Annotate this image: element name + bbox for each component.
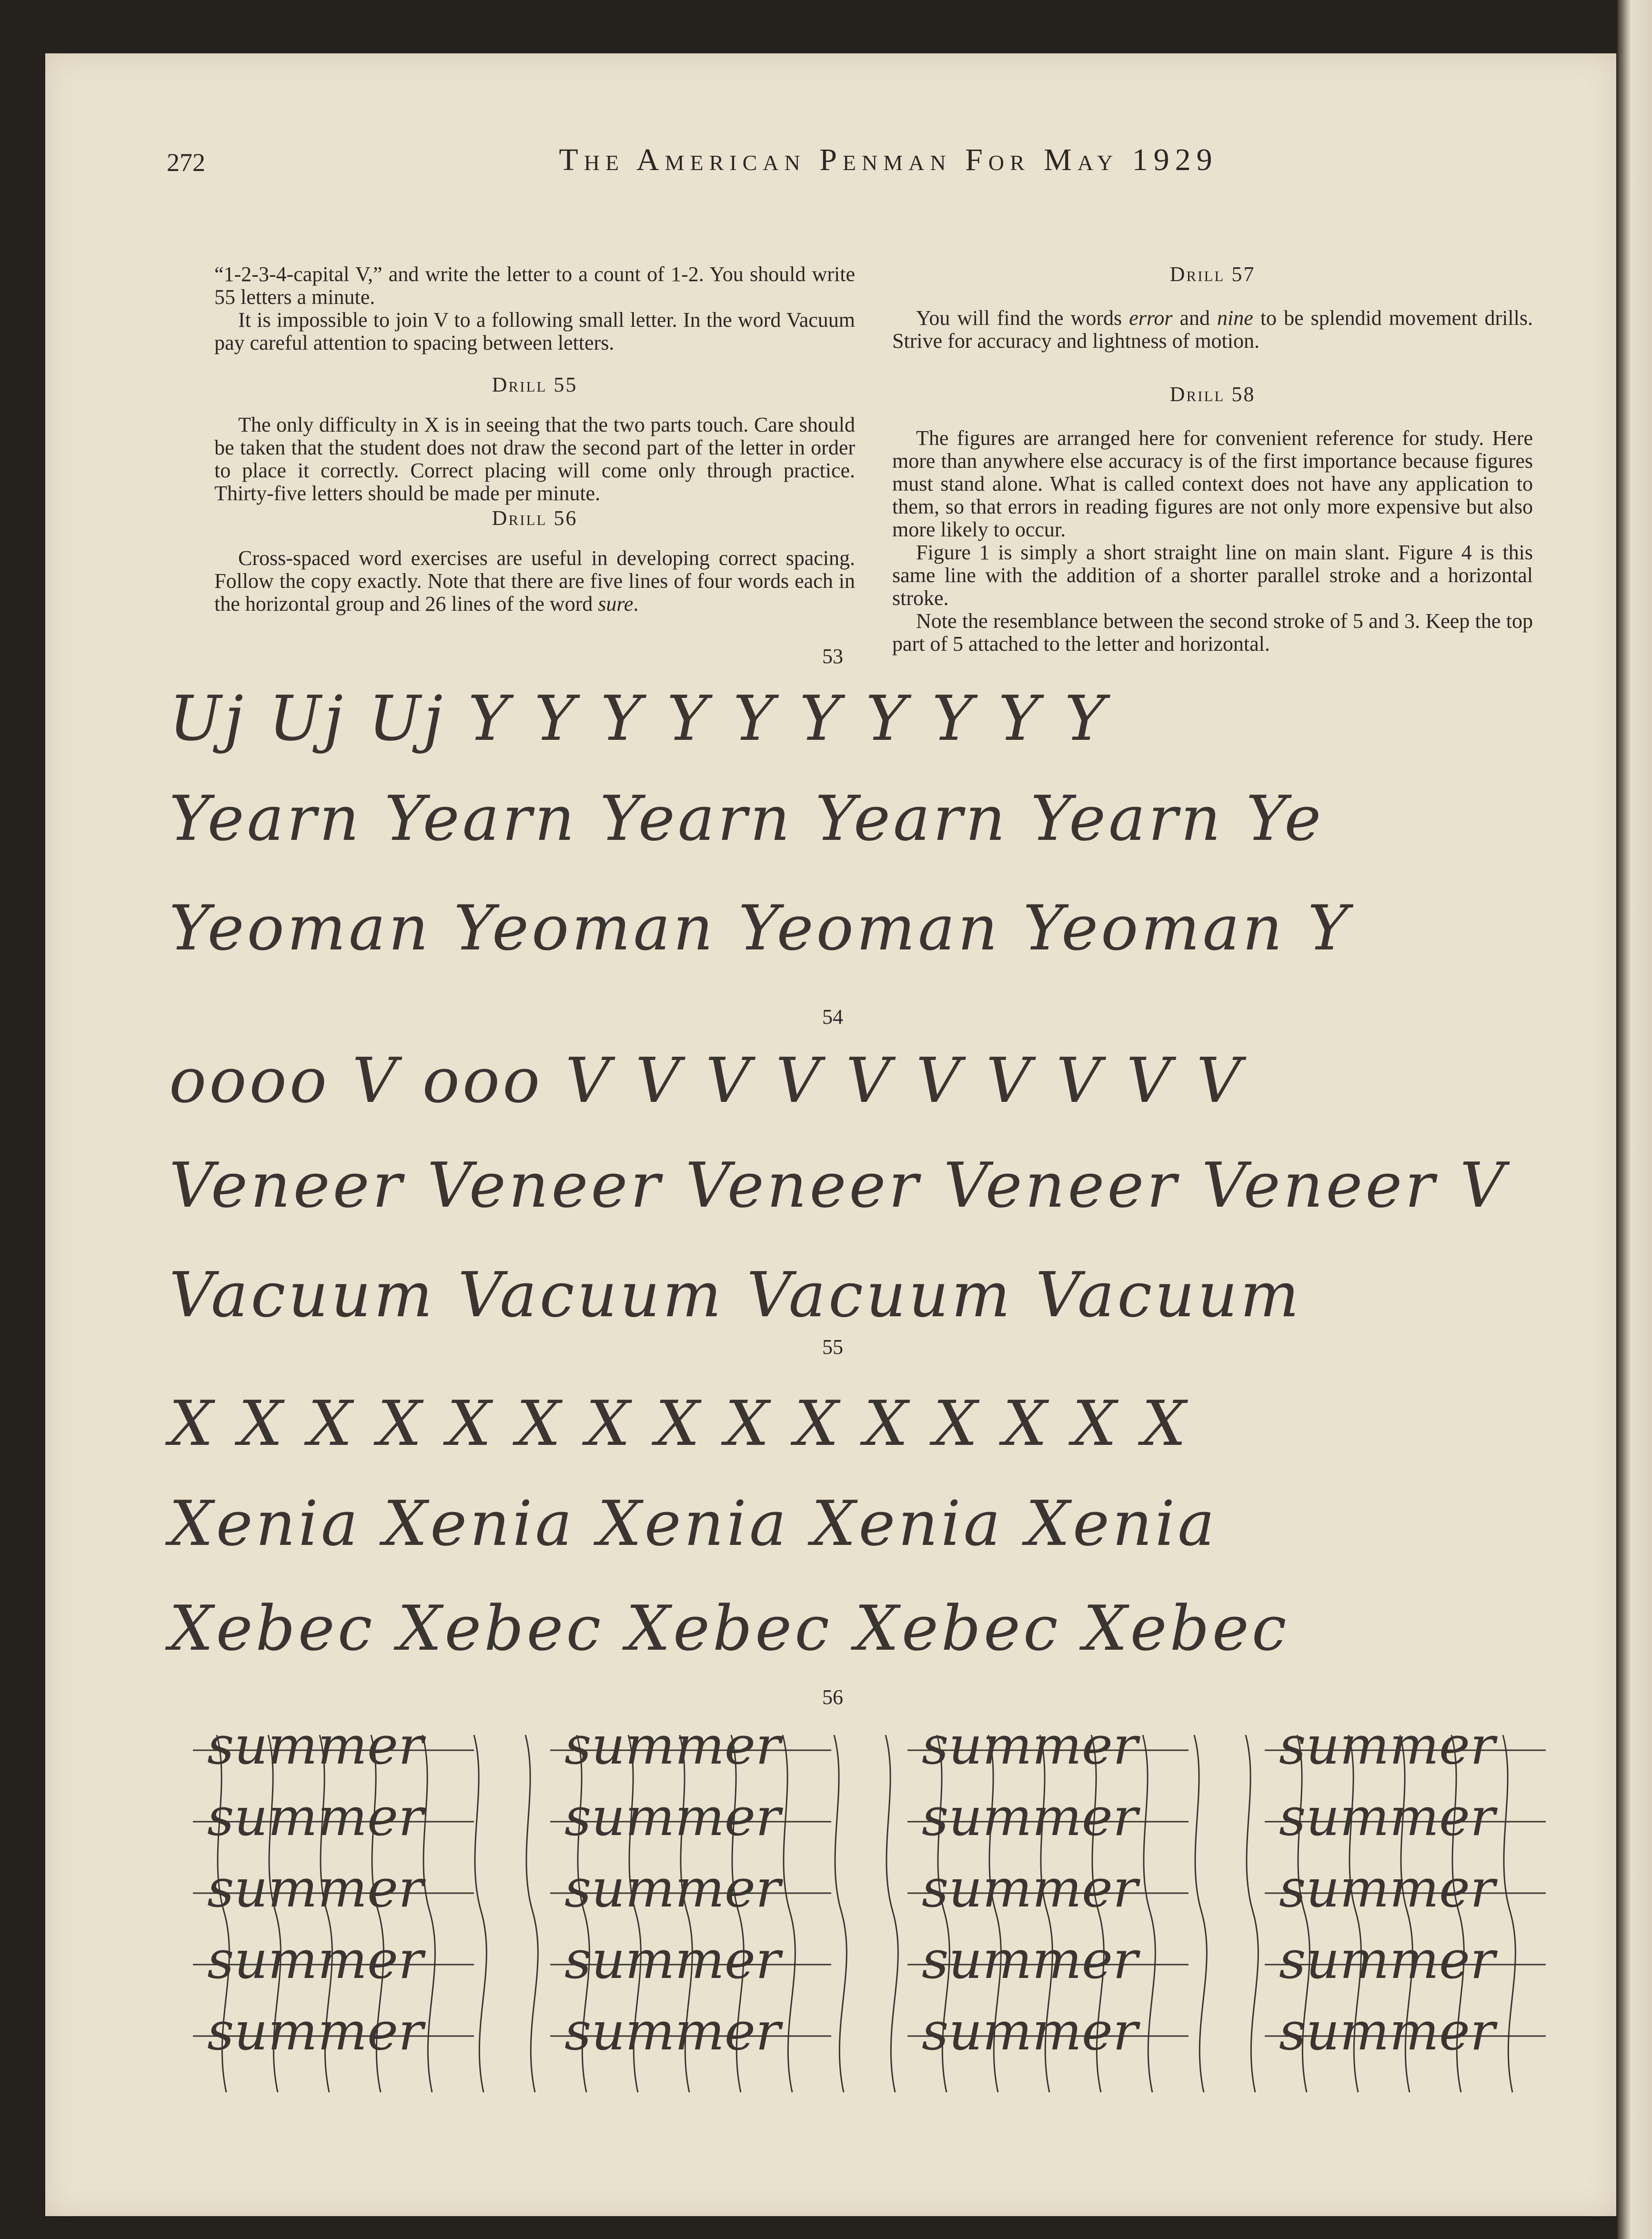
summer-word: summer bbox=[922, 1786, 1138, 1847]
penmanship-line: Xenia Xenia Xenia Xenia Xenia bbox=[169, 1487, 1218, 1560]
summer-word: summer bbox=[922, 2001, 1138, 2062]
drill-heading: Drill 56 bbox=[492, 506, 578, 530]
adjacent-page-edge bbox=[1617, 0, 1652, 2239]
vertical-loop-stroke bbox=[1246, 1735, 1258, 2092]
summer-word: summer bbox=[1279, 1786, 1495, 1847]
paragraph: The figures are arranged here for convenient reference for study. Here more than anywhere else accuracy is of the first importance because figures must stand alone. What is called context does not have any application to them, so that errors in reading figures are not only more expensive but also more likely to occur. bbox=[892, 426, 1533, 541]
text-span: and bbox=[1172, 306, 1218, 330]
left-text-column bbox=[214, 263, 855, 615]
penmanship-line: oooo V ooo V V V V V V V V V V bbox=[169, 1044, 1244, 1117]
summer-word: summer bbox=[564, 1929, 781, 1990]
vertical-loop-stroke bbox=[474, 1735, 486, 2092]
vertical-loop-stroke bbox=[423, 1735, 435, 2092]
paragraph: It is impossible to join V to a following small letter. In the word Vacuum pay careful attention to spacing between letters. bbox=[214, 308, 855, 354]
drill-heading: Drill 57 bbox=[1169, 262, 1256, 286]
penmanship-line: X X X X X X X X X X X X X X X bbox=[169, 1387, 1189, 1460]
summer-word: summer bbox=[1279, 1858, 1495, 1919]
paragraph: “1-2-3-4-capital V,” and write the letter to a count of 1-2. You should write 55 letters a minute. bbox=[214, 262, 855, 309]
penmanship-line: Yeoman Yeoman Yeoman Yeoman Y bbox=[169, 892, 1352, 964]
summer-word: summer bbox=[1279, 2001, 1495, 2062]
paragraph: Note the resemblance between the second stroke of 5 and 3. Keep the top part of 5 attached to the letter and horizontal. bbox=[892, 609, 1533, 656]
vertical-loop-stroke bbox=[783, 1735, 795, 2092]
page-number: 272 bbox=[167, 148, 205, 177]
vertical-loop-stroke bbox=[1503, 1735, 1515, 2092]
vertical-loop-stroke bbox=[1143, 1735, 1155, 2092]
drill-heading: Drill 58 bbox=[1169, 383, 1256, 406]
figure-number: 53 bbox=[822, 645, 843, 668]
summer-word: summer bbox=[207, 1730, 423, 1776]
summer-word: summer bbox=[564, 1858, 781, 1919]
penmanship-line: Vacuum Vacuum Vacuum Vacuum bbox=[169, 1259, 1302, 1331]
summer-word: summer bbox=[564, 1786, 781, 1847]
paragraph bbox=[214, 547, 855, 615]
paragraph: Figure 1 is simply a short straight line on main slant. Figure 4 is this same line with the addition of a shorter parallel stroke and a horizontal stroke. bbox=[892, 541, 1533, 610]
figure-number: 54 bbox=[822, 1005, 843, 1029]
summer-word: summer bbox=[1279, 1929, 1495, 1990]
italic-word: error bbox=[1129, 306, 1173, 330]
penmanship-line: Veneer Veneer Veneer Veneer Veneer V bbox=[169, 1149, 1508, 1221]
summer-word: summer bbox=[207, 2001, 423, 2062]
summer-word: summer bbox=[922, 1730, 1138, 1776]
penmanship-line: Yearn Yearn Yearn Yearn Yearn Ye bbox=[169, 782, 1324, 855]
summer-word: summer bbox=[922, 1929, 1138, 1990]
text-span: . bbox=[633, 592, 639, 615]
penmanship-line: Xebec Xebec Xebec Xebec Xebec bbox=[169, 1592, 1289, 1664]
paragraph: The only difficulty in X is in seeing that the two parts touch. Care should be taken that the student does not draw the second part of the letter in order to place it correctly. Correct placing will come only through practice. Thirty-five letters should be made per minute. bbox=[214, 413, 855, 505]
vertical-loop-stroke bbox=[525, 1735, 538, 2092]
text-span: You will find the words bbox=[916, 306, 1129, 330]
summer-word: summer bbox=[207, 1786, 423, 1847]
summer-word: summer bbox=[207, 1858, 423, 1919]
running-head: The American Penman For May 1929 bbox=[559, 142, 1218, 177]
summer-word: summer bbox=[564, 1730, 781, 1776]
vertical-loop-stroke bbox=[1194, 1735, 1207, 2092]
penmanship-line: Uj Uj Uj Y Y Y Y Y Y Y Y Y Y bbox=[169, 682, 1108, 755]
text-span: Cross-spaced word exercises are useful in developing correct spacing. Follow the copy exactly. Note that there are five lines of four words each in the horizontal group and 26 lines of the word bbox=[214, 546, 855, 615]
cross-spaced-exercise bbox=[45, 1730, 1616, 2159]
summer-word: summer bbox=[207, 1929, 423, 1990]
paragraph bbox=[892, 307, 1533, 353]
italic-word: nine bbox=[1217, 306, 1253, 330]
italic-word: sure bbox=[598, 592, 634, 615]
figure-number: 55 bbox=[822, 1335, 843, 1359]
magazine-page bbox=[45, 53, 1616, 2216]
right-text-column bbox=[892, 263, 1533, 656]
summer-word: summer bbox=[922, 1858, 1138, 1919]
vertical-loop-stroke bbox=[834, 1735, 846, 2092]
figure-number: 56 bbox=[822, 1685, 843, 1709]
summer-word: summer bbox=[564, 2001, 781, 2062]
summer-word: summer bbox=[1279, 1730, 1495, 1776]
text-span: to be splendid movement drills. Strive for accuracy and lightness of motion. bbox=[892, 306, 1533, 353]
vertical-loop-stroke bbox=[886, 1735, 898, 2092]
drill-heading: Drill 55 bbox=[492, 373, 578, 396]
